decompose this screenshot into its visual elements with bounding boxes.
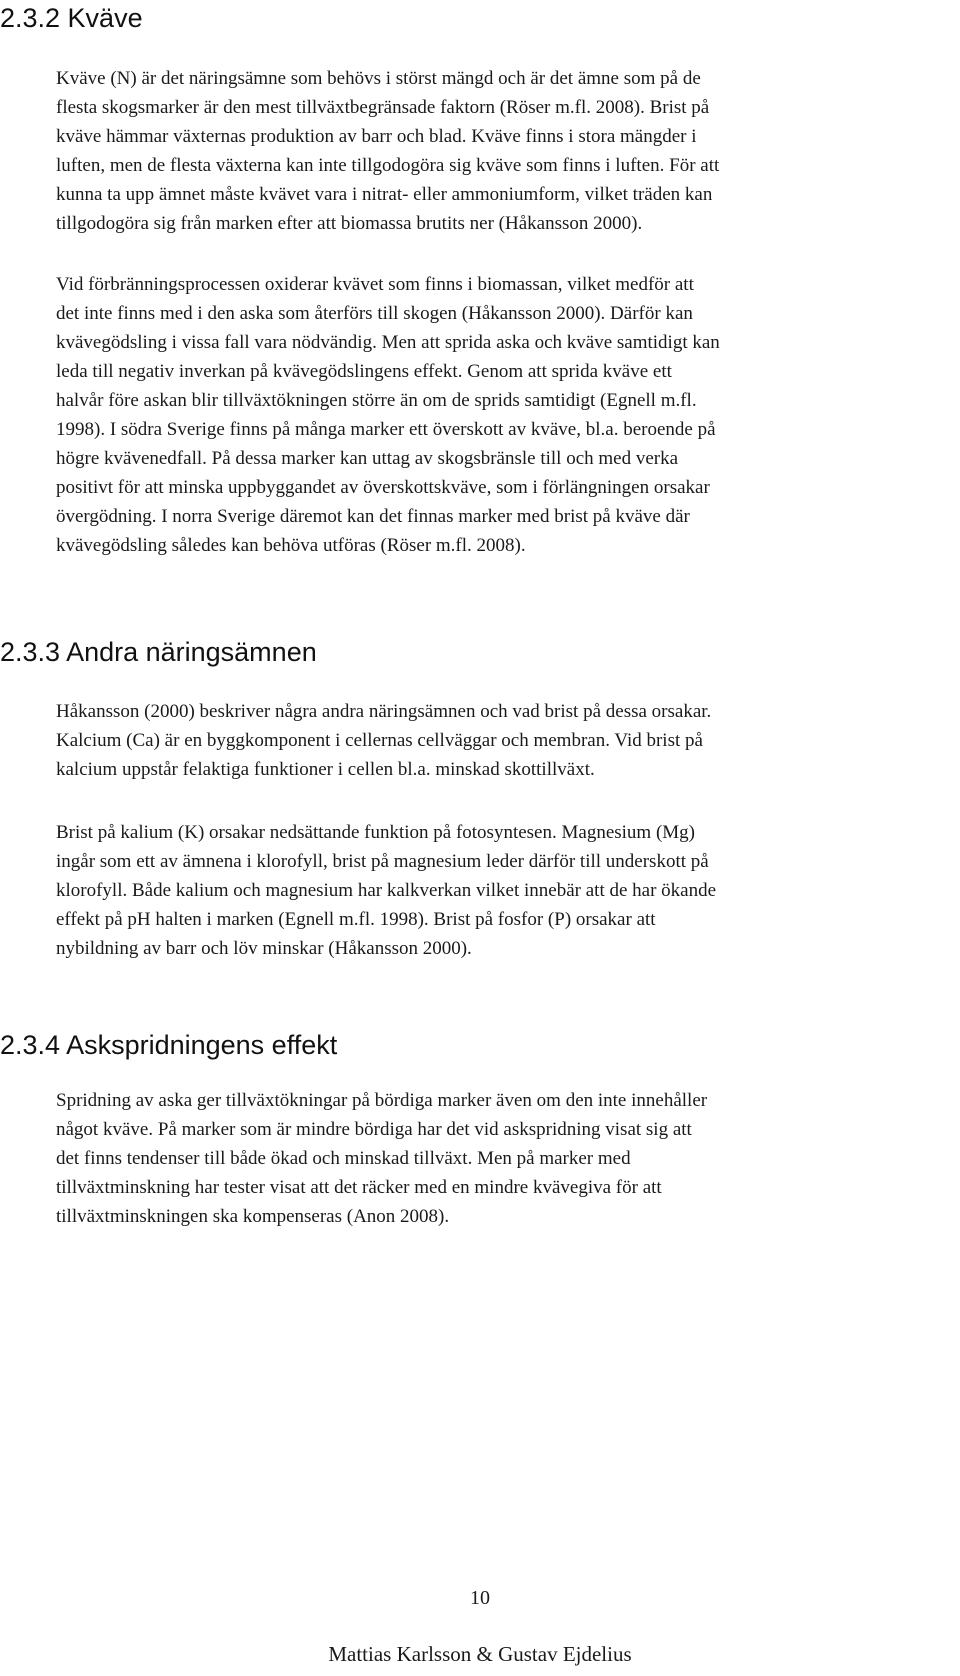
page-number: 10 (470, 1587, 490, 1609)
text-line: Kalcium (Ca) är en byggkomponent i cellernas cellväggar och membran. Vid brist på (56, 730, 703, 751)
text-line: Kväve (N) är det näringsämne som behövs i störst mängd och är det ämne som på de (56, 68, 701, 89)
text-line: effekt på pH halten i marken (Egnell m.fl. 1998). Brist på fosfor (P) orsakar att (56, 909, 656, 930)
paragraph-kvave-forbranning (56, 270, 936, 560)
text-line: Vid förbränningsprocessen oxiderar kvävet som finns i biomassan, vilket medför att (56, 274, 694, 295)
text-line: positivt för att minska uppbyggandet av överskottskväve, som i förlängningen orsakar (56, 477, 710, 498)
text-line: kunna ta upp ämnet måste kvävet vara i nitrat- eller ammoniumform, vilket träden kan (56, 184, 713, 205)
paragraph-kalcium (56, 697, 936, 784)
paragraph-askspridning (56, 1086, 936, 1231)
text-line: kvävegödsling i vissa fall vara nödvändig. Men att sprida aska och kväve samtidigt kan (56, 332, 720, 353)
text-line: Spridning av aska ger tillväxtökningar på bördiga marker även om den inte innehåller (56, 1090, 708, 1111)
text-line: tillväxtminskningen ska kompenseras (Anon 2008). (56, 1206, 450, 1227)
text-line: tillgodogöra sig från marken efter att biomassa brutits ner (Håkansson 2000). (56, 213, 643, 234)
section-heading-andra-naringsamnen: 2.3.3 Andra näringsämnen (0, 637, 317, 667)
paragraph-kalium-magnesium (56, 818, 936, 963)
section-heading-askspridningens-effekt: 2.3.4 Askspridningens effekt (0, 1030, 338, 1060)
text-line: det inte finns med i den aska som återförs till skogen (Håkansson 2000). Därför kan (56, 303, 693, 324)
text-line: kalcium uppstår felaktiga funktioner i cellen bl.a. minskad skottillväxt. (56, 759, 595, 780)
text-line: högre kvävenedfall. På dessa marker kan uttag av skogsbränsle till och med verka (56, 448, 679, 469)
text-line: luften, men de flesta växterna kan inte tillgodogöra sig kväve som finns i luften. För att (56, 155, 720, 176)
text-line: nybildning av barr och löv minskar (Håkansson 2000). (56, 938, 472, 959)
text-line: ingår som ett av ämnena i klorofyll, brist på magnesium leder därför till underskott på (56, 851, 709, 872)
text-line: 1998). I södra Sverige finns på många marker ett överskott av kväve, bl.a. beroende på (56, 419, 716, 440)
text-line: det finns tendenser till både ökad och minskad tillväxt. Men på marker med (56, 1148, 631, 1169)
footer-authors: Mattias Karlsson & Gustav Ejdelius (328, 1642, 632, 1666)
text-line: något kväve. På marker som är mindre bördiga har det vid askspridning visat sig att (56, 1119, 692, 1140)
text-line: kvävegödsling således kan behöva utföras (Röser m.fl. 2008). (56, 535, 526, 556)
text-line: halvår före askan blir tillväxtökningen större än om de sprids samtidigt (Egnell m.fl. (56, 390, 697, 411)
text-line: Håkansson (2000) beskriver några andra näringsämnen och vad brist på dessa orsakar. (56, 701, 712, 722)
text-line: övergödning. I norra Sverige däremot kan det finnas marker med brist på kväve där (56, 506, 690, 527)
paragraph-kvave-intro (56, 64, 936, 238)
text-line: leda till negativ inverkan på kvävegödslingens effekt. Genom att sprida kväve ett (56, 361, 672, 382)
text-line: klorofyll. Både kalium och magnesium har kalkverkan vilket innebär att de har ökande (56, 880, 717, 901)
text-line: kväve hämmar växternas produktion av barr och blad. Kväve finns i stora mängder i (56, 126, 697, 147)
text-line: Brist på kalium (K) orsakar nedsättande funktion på fotosyntesen. Magnesium (Mg) (56, 822, 695, 843)
text-line: tillväxtminskning har tester visat att det räcker med en mindre kvävegiva för att (56, 1177, 662, 1198)
text-line: flesta skogsmarker är den mest tillväxtbegränsade faktorn (Röser m.fl. 2008). Brist på (56, 97, 710, 118)
section-heading-kvave: 2.3.2 Kväve (0, 3, 143, 33)
